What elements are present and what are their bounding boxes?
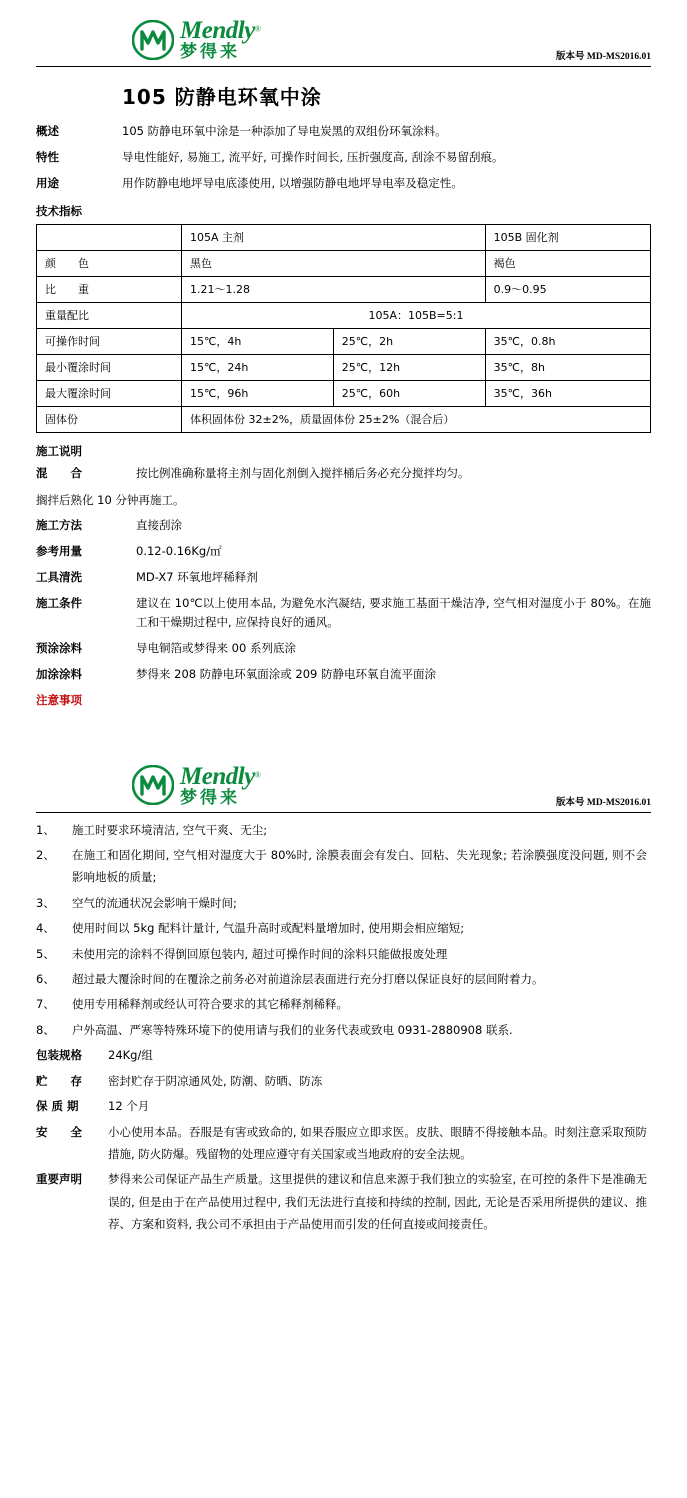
table-row-label: 最大覆涂时间	[37, 380, 182, 406]
row-safety	[36, 1121, 651, 1166]
brand-name-en-wrap-2	[180, 764, 261, 789]
table-row	[37, 224, 651, 250]
table-cell-v3: 35℃，36h	[485, 380, 650, 406]
table-row	[37, 302, 651, 328]
section-overview	[36, 122, 651, 141]
header-divider	[36, 66, 651, 67]
section-text: 用作防静电地坪导电底漆使用, 以增强防静电地坪导电率及稳定性。	[122, 175, 463, 190]
registered-mark: ®	[254, 24, 261, 34]
mix-text: 按比例准确称量将主剂与固化剂倒入搅拌桶后务必充分搅拌均匀。	[136, 465, 470, 480]
table-cell-v2: 25℃，12h	[333, 354, 485, 380]
brand-name-en: Mendly	[180, 17, 255, 44]
page-header-2	[36, 764, 651, 810]
table-row	[37, 380, 651, 406]
table-cell-b: 0.9〜0.95	[485, 276, 650, 302]
table-header-a: 105A 主剂	[182, 224, 486, 250]
list-item-text: 使用时间以 5kg 配料计量计, 气温升高时或配料量增加时, 使用期会相应缩短;	[72, 921, 465, 936]
row-label: 预涂涂料	[36, 640, 82, 655]
row-text: 直接刮涂	[136, 517, 182, 532]
section-label: 用途	[36, 175, 59, 190]
list-item-number: 7、	[36, 997, 55, 1012]
list-item-number: 5、	[36, 946, 55, 961]
table-header-b: 105B 固化剂	[485, 224, 650, 250]
section-text: 105 防静电环氧中涂是一种添加了导电炭黑的双组份环氧涂料。	[122, 124, 447, 138]
list-item	[36, 943, 651, 965]
list-item	[36, 993, 651, 1015]
registered-mark: ®	[254, 770, 261, 780]
row-conditions	[36, 594, 651, 632]
list-item-number: 8、	[36, 1022, 55, 1037]
table-cell-v1: 15℃，24h	[182, 354, 334, 380]
row-text: 12 个月	[108, 1099, 150, 1114]
list-item-number: 6、	[36, 972, 55, 987]
page-header	[36, 18, 651, 64]
table-row-label: 比 重	[37, 276, 182, 302]
mix-text-cont: 搁拌后熟化 10 分钟再施工。	[36, 492, 185, 507]
table-cell-v3: 35℃，8h	[485, 354, 650, 380]
table-row-label: 固体份	[37, 406, 182, 432]
brand-name-en-wrap	[180, 18, 261, 43]
brand-wordmark-2	[180, 764, 261, 807]
row-consumption	[36, 542, 651, 561]
table-row	[37, 276, 651, 302]
row-text: 导电铜箔或梦得来 00 系列底涂	[136, 640, 296, 655]
list-item	[36, 844, 651, 889]
page-title: 105 防静电环氧中涂	[122, 85, 322, 109]
table-cell-v1: 15℃，96h	[182, 380, 334, 406]
table-row	[37, 328, 651, 354]
list-item-text: 未使用完的涂料不得倒回原包装内, 超过可操作时间的涂料只能做报废处理	[72, 946, 448, 961]
version-number: 版本号 MD-MS2016.01	[556, 52, 651, 62]
row-shelf-life	[36, 1095, 651, 1117]
list-item-text: 施工时要求环境清洁, 空气干爽、无尘;	[72, 822, 268, 837]
section-usage	[36, 174, 651, 193]
table-cell-v2: 25℃，2h	[333, 328, 485, 354]
row-disclaimer	[36, 1168, 651, 1235]
section-features	[36, 148, 651, 167]
brand-name-cn: 梦得来	[180, 42, 240, 62]
row-text: 0.12-0.16Kg/㎡	[136, 543, 222, 558]
table-cell-b: 褐色	[485, 250, 650, 276]
table-row-label: 重量配比	[37, 302, 182, 328]
construction-heading: 施工说明	[36, 443, 82, 458]
row-text: 梦得来公司保证产品生产质量。这里提供的建议和信息来源于我们独立的实验室, 在可控的条件下是准确无误的, 但是由于在产品使用过程中, 我们无法进行直接和持续的控制, 因此, 无论是否采用所提供的建议、推荐、方案和资料, 我公司不承担由于产品使用而引发的任何直接或间接责任。	[108, 1172, 647, 1232]
table-row-label: 最小覆涂时间	[37, 354, 182, 380]
mix-row	[36, 464, 651, 483]
row-label: 包装规格	[36, 1048, 82, 1063]
brand-wordmark	[180, 18, 261, 61]
brand-name-cn: 梦得来	[180, 787, 240, 808]
section-label: 概述	[36, 124, 59, 138]
row-label: 施工条件	[36, 595, 82, 610]
brand-name-en: Mendly	[180, 762, 255, 790]
table-row-label: 颜 色	[37, 250, 182, 276]
row-label: 重要声明	[36, 1172, 82, 1187]
table-cell-v1: 15℃，4h	[182, 328, 334, 354]
table-row	[37, 406, 651, 432]
list-item-text: 在施工和固化期间, 空气相对湿度大于 80%时, 涂膜表面会有发白、回粘、失光现象; 若涂膜强度没问题, 则不会影响地板的质量;	[72, 847, 647, 885]
table-cell-a: 黑色	[182, 250, 486, 276]
row-text: 24Kg/组	[108, 1048, 153, 1063]
row-text: 密封贮存于阴凉通风处, 防潮、防晒、防冻	[108, 1073, 323, 1088]
table-row	[37, 250, 651, 276]
row-label: 保 质 期	[36, 1099, 79, 1114]
table-cell-span: 体积固体份 32±2%，质量固体份 25±2%（混合后）	[182, 406, 651, 432]
list-item	[36, 1019, 651, 1041]
section-label: 特性	[36, 149, 59, 164]
list-item-text: 户外高温、严寒等特殊环境下的使用请与我们的业务代表或致电 0931-2880908 联系.	[72, 1022, 513, 1037]
mendly-logo-icon	[132, 765, 174, 805]
spec-heading: 技术指标	[36, 203, 82, 218]
row-text: 建议在 10℃以上使用本品, 为避免水汽凝结, 要求施工基面干燥洁净, 空气相对湿度小于 80%。在施工和干燥期过程中, 应保持良好的通风。	[136, 595, 651, 629]
table-row	[37, 354, 651, 380]
mix-label: 混 合	[36, 465, 82, 480]
row-label: 施工方法	[36, 517, 82, 532]
row-label: 贮 存	[36, 1073, 82, 1088]
row-label: 参考用量	[36, 543, 82, 558]
table-cell-a: 1.21〜1.28	[182, 276, 486, 302]
table-cell-span: 105A：105B=5:1	[182, 302, 651, 328]
row-text: 小心使用本品。吞服是有害或致命的, 如果吞服应立即求医。皮肤、眼睛不得接触本品。时刻注意采取预防措施, 防火防爆。残留物的处理应遵守有关国家或当地政府的安全法规。	[108, 1124, 647, 1161]
row-packaging	[36, 1044, 651, 1066]
sheet-2	[0, 764, 687, 1249]
attention-heading: 注意事项	[36, 692, 82, 707]
row-topcoat	[36, 665, 651, 684]
row-tool-cleaning	[36, 568, 651, 587]
mendly-logo-icon	[132, 20, 174, 60]
version-number-2: 版本号 MD-MS2016.01	[556, 797, 651, 808]
table-cell-v2: 25℃，60h	[333, 380, 485, 406]
row-label: 工具清洗	[36, 569, 82, 584]
row-storage	[36, 1070, 651, 1092]
list-item	[36, 917, 651, 939]
brand-logo	[132, 18, 261, 61]
table-cell-v3: 35℃，0.8h	[485, 328, 650, 354]
list-item	[36, 968, 651, 990]
section-text: 导电性能好, 易施工, 流平好, 可操作时间长, 压折强度高, 刮涂不易留刮痕。	[122, 149, 504, 164]
list-item	[36, 819, 651, 841]
row-label: 安 全	[36, 1124, 82, 1139]
list-item-text: 超过最大覆涂时间的在覆涂之前务必对前道涂层表面进行充分打磨以保证良好的层间附着力。	[72, 972, 544, 987]
row-primer	[36, 639, 651, 658]
spec-table	[36, 224, 651, 433]
row-method	[36, 516, 651, 535]
table-row-label: 可操作时间	[37, 328, 182, 354]
page-spacer	[36, 708, 651, 754]
list-item-number: 3、	[36, 895, 55, 910]
list-item	[36, 892, 651, 914]
list-item-number: 4、	[36, 921, 55, 936]
row-label: 加涂涂料	[36, 666, 82, 681]
list-item-number: 1、	[36, 822, 55, 837]
table-cell-empty	[37, 224, 182, 250]
row-text: 梦得来 208 防静电环氧面涂或 209 防静电环氧自流平面涂	[136, 666, 437, 681]
row-text: MD-X7 环氧地坪稀释剂	[136, 569, 258, 584]
brand-logo-2	[132, 764, 261, 807]
notes-list	[36, 819, 651, 1042]
header-divider-2	[36, 812, 651, 813]
list-item-text: 空气的流通状况会影响干燥时间;	[72, 895, 237, 910]
list-item-text: 使用专用稀释剂或经认可符合要求的其它稀释剂稀释。	[72, 997, 348, 1012]
list-item-number: 2、	[36, 847, 55, 862]
